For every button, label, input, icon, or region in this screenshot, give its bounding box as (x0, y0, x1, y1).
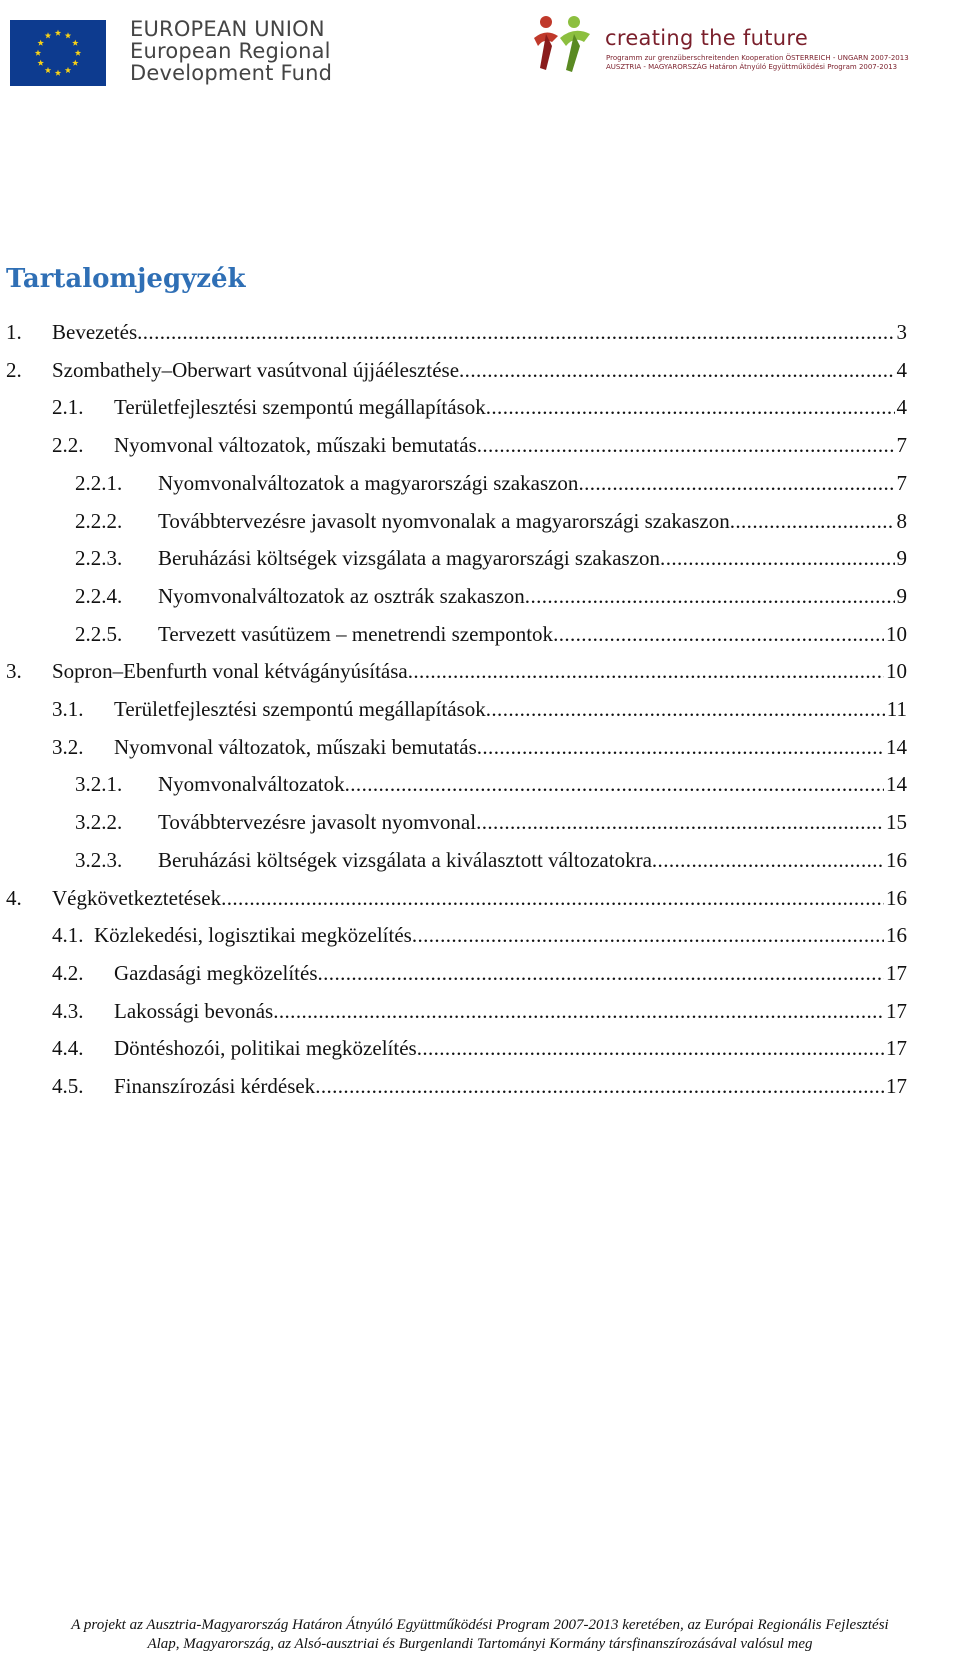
star-icon (37, 40, 43, 46)
toc-entry-title[interactable]: Nyomvonal változatok, műszaki bemutatás (114, 433, 477, 457)
toc-dot-leader (660, 543, 894, 573)
toc-entry[interactable] (52, 392, 907, 422)
toc-entry-number: 4.2. (52, 961, 84, 985)
toc-entry-title[interactable]: Döntéshozói, politikai megközelítés (114, 1036, 417, 1060)
toc-entry-number: 1. (6, 320, 22, 344)
toc-entry-title[interactable]: Finanszírozási kérdések (114, 1074, 316, 1098)
toc-entry-number: 4.3. (52, 999, 84, 1023)
toc-entry-number: 3.2.1. (75, 772, 123, 796)
eu-flag-logo (10, 20, 106, 86)
creating-the-future-figures-icon (530, 12, 600, 82)
toc-entry-title[interactable]: Végkövetkeztetések (52, 886, 222, 910)
toc-dot-leader (477, 430, 895, 460)
star-icon (72, 60, 78, 66)
toc-entry-page: 10 (886, 622, 907, 646)
program-sub-line: AUSZTRIA - MAGYARORSZÁG Határon Átnyúló Együttműködési Program 2007-2013 (606, 63, 898, 71)
toc-dot-leader (486, 694, 885, 724)
toc-entry-title[interactable]: Nyomvonalváltozatok az osztrák szakaszon (158, 584, 525, 608)
toc-entry-page: 17 (886, 961, 907, 985)
toc-entry-number: 2.2.4. (75, 584, 123, 608)
toc-entry-title[interactable]: Területfejlesztési szempontú megállapítások (114, 395, 486, 419)
toc-entry-page: 14 (886, 772, 907, 796)
toc-entry-number: 3.2.3. (75, 848, 123, 872)
program-title: creating the future (605, 26, 809, 50)
toc-entry-number: 2. (6, 358, 22, 382)
toc-entry-number: 2.2.5. (75, 622, 123, 646)
toc-entry[interactable] (6, 355, 907, 385)
star-icon (45, 67, 51, 73)
toc-dot-leader (730, 506, 895, 536)
star-icon (72, 40, 78, 46)
toc-entry[interactable] (75, 807, 907, 837)
toc-dot-leader (486, 392, 895, 422)
toc-entry-number: 2.1. (52, 395, 84, 419)
toc-entry-page: 15 (886, 810, 907, 834)
toc-entry-title[interactable]: Nyomvonalváltozatok a magyarországi szakaszon (158, 471, 579, 495)
toc-entry-page: 7 (896, 433, 907, 457)
toc-entry-page: 16 (886, 848, 907, 872)
toc-entry-number: 2.2.1. (75, 471, 123, 495)
toc-entry-number: 4.5. (52, 1074, 84, 1098)
toc-entry-title[interactable]: Sopron–Ebenfurth vonal kétvágányúsítása (52, 659, 408, 683)
toc-entry-number: 4.4. (52, 1036, 84, 1060)
toc-dot-leader (417, 1033, 884, 1063)
star-icon (55, 30, 61, 36)
page-footer (0, 1616, 960, 1654)
toc-entry-title[interactable]: Továbbtervezésre javasolt nyomvonalak a magyarországi szakaszon (158, 509, 730, 533)
toc-entry-page: 3 (896, 320, 907, 344)
toc-entry-page: 4 (896, 395, 907, 419)
toc-entry[interactable] (52, 996, 907, 1026)
toc-entry[interactable] (75, 543, 907, 573)
toc-entry[interactable] (75, 581, 907, 611)
toc-dot-leader (553, 619, 884, 649)
star-icon (37, 60, 43, 66)
toc-dot-leader (652, 845, 884, 875)
toc-entry[interactable] (6, 317, 907, 347)
toc-dot-leader (221, 883, 884, 913)
toc-entry-title[interactable]: Bevezetés (52, 320, 138, 344)
toc-dot-leader (476, 807, 884, 837)
toc-entry-page: 10 (886, 659, 907, 683)
toc-entry-page: 4 (896, 358, 907, 382)
toc-entry[interactable] (75, 769, 907, 799)
toc-entry[interactable] (52, 920, 907, 950)
toc-dot-leader (412, 920, 884, 950)
program-sub-line: Programm zur grenzüberschreitenden Kooperation ÖSTERREICH - UNGARN 2007-2013 (606, 54, 909, 62)
toc-entry-number: 2.2. (52, 433, 84, 457)
toc-entry-number: 3.1. (52, 697, 84, 721)
toc-dot-leader (578, 468, 894, 498)
toc-entry-title[interactable]: Szombathely–Oberwart vasútvonal újjáélesztése (52, 358, 460, 382)
eu-line: EUROPEAN UNION (130, 17, 325, 41)
toc-entry[interactable] (52, 1033, 907, 1063)
toc-entry-title[interactable]: Beruházási költségek vizsgálata a magyarországi szakaszon (158, 546, 661, 570)
toc-entry-page: 17 (886, 1074, 907, 1098)
toc-dot-leader (525, 581, 895, 611)
toc-dot-leader (137, 317, 894, 347)
toc-heading: Tartalomjegyzék (6, 264, 246, 294)
toc-entry-page: 7 (896, 471, 907, 495)
toc-dot-leader (273, 996, 884, 1026)
toc-entry-number: 4.1. (52, 923, 84, 947)
toc-entry-title[interactable]: Nyomvonalváltozatok (158, 772, 345, 796)
toc-entry[interactable] (52, 430, 907, 460)
star-icon (45, 32, 51, 38)
toc-entry-title[interactable]: Tervezett vasútüzem – menetrendi szempontok (158, 622, 554, 646)
toc-entry[interactable] (75, 845, 907, 875)
toc-entry-title[interactable]: Beruházási költségek vizsgálata a kiválasztott változatokra (158, 848, 652, 872)
toc-entry-page: 16 (886, 923, 907, 947)
toc-entry-title[interactable]: Területfejlesztési szempontú megállapítások (114, 697, 486, 721)
toc-entry-number: 2.2.2. (75, 509, 123, 533)
toc-entry-page: 17 (886, 999, 907, 1023)
toc-dot-leader (477, 732, 884, 762)
toc-entry-number: 3.2.2. (75, 810, 123, 834)
toc-entry[interactable] (75, 506, 907, 536)
toc-entry[interactable] (75, 619, 907, 649)
toc-entry-title[interactable]: Nyomvonal változatok, műszaki bemutatás (114, 735, 477, 759)
toc-entry-page: 14 (886, 735, 907, 759)
footer-line: A projekt az Ausztria-Magyarország Határon Átnyúló Együttműködési Program 2007-2013 keretében, az Európai Regionális Fejlesztési (71, 1617, 889, 1633)
eu-line: European Regional (130, 39, 331, 63)
star-icon (65, 32, 71, 38)
footer-line: Alap, Magyarország, az Alsó-ausztriai és Burgenlandi Tartományi Kormány társfinanszírozásával valósul meg (147, 1636, 813, 1652)
toc-dot-leader (318, 958, 885, 988)
toc-entry[interactable] (52, 1071, 907, 1101)
toc-entry-title[interactable]: Továbbtervezésre javasolt nyomvonal (158, 810, 477, 834)
toc-entry-page: 17 (886, 1036, 907, 1060)
toc-entry[interactable] (52, 694, 907, 724)
toc-entry-page: 8 (896, 509, 907, 533)
toc-entry[interactable] (52, 958, 907, 988)
star-icon (65, 67, 71, 73)
toc-dot-leader (459, 355, 894, 385)
toc-entry-page: 9 (896, 546, 907, 570)
toc-entry-page: 16 (886, 886, 907, 910)
toc-entry-number: 2.2.3. (75, 546, 123, 570)
toc-entry-title[interactable]: Közlekedési, logisztikai megközelítés (94, 923, 412, 947)
toc-entry[interactable] (6, 656, 907, 686)
toc-dot-leader (408, 656, 884, 686)
toc-entry[interactable] (52, 732, 907, 762)
toc-entry-title[interactable]: Gazdasági megközelítés (114, 961, 318, 985)
eu-fund-text (130, 18, 332, 84)
toc-entry-number: 3. (6, 659, 22, 683)
toc-dot-leader (345, 769, 884, 799)
program-subtitle (606, 54, 909, 72)
toc-entry-page: 11 (886, 697, 907, 721)
toc-dot-leader (315, 1071, 884, 1101)
star-icon (55, 70, 61, 76)
toc-entry[interactable] (6, 883, 907, 913)
star-icon (35, 50, 41, 56)
page-header (0, 0, 960, 100)
toc-entry-title[interactable]: Lakossági bevonás (114, 999, 274, 1023)
star-icon (75, 50, 81, 56)
toc-entry[interactable] (75, 468, 907, 498)
toc-entry-number: 4. (6, 886, 22, 910)
toc-entry-page: 9 (896, 584, 907, 608)
eu-line: Development Fund (130, 61, 333, 85)
toc-entry-number: 3.2. (52, 735, 84, 759)
